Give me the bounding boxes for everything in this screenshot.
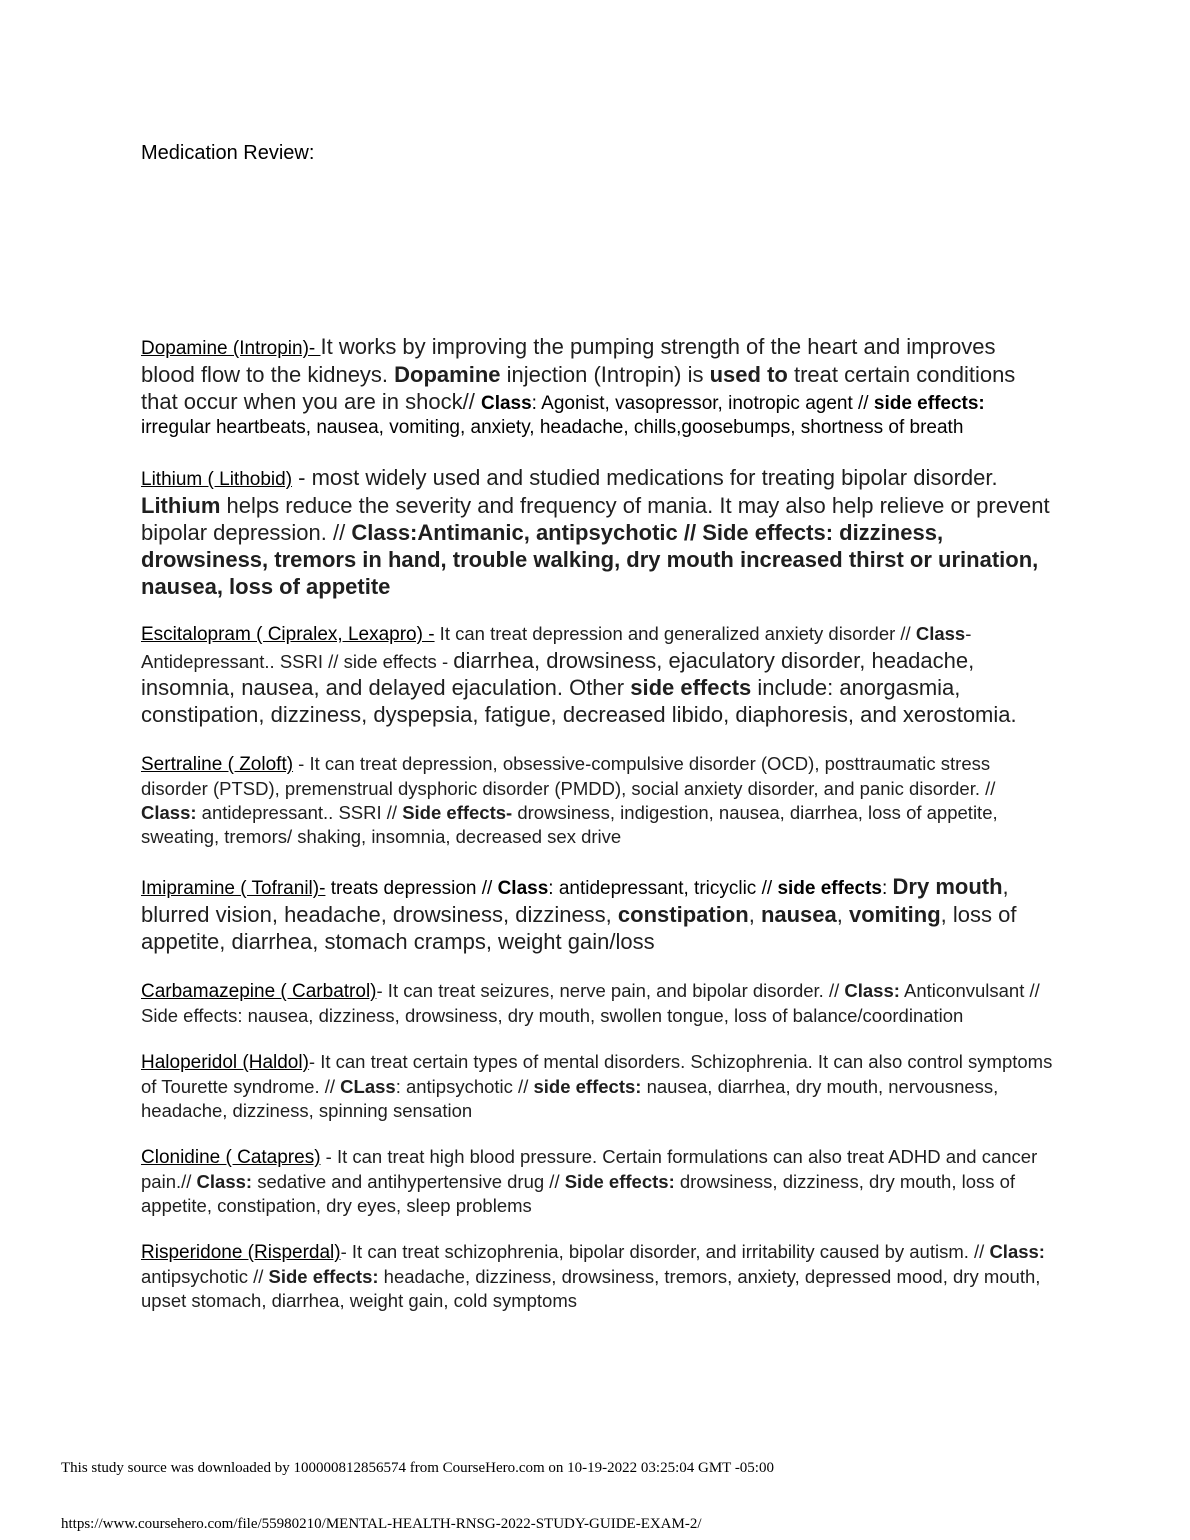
medication-entry-dopamine <box>141 333 1053 440</box>
page-title: Medication Review: <box>141 142 315 164</box>
medication-list <box>141 333 1053 1313</box>
emphasis-text: side effects <box>630 675 752 700</box>
source-url: https://www.coursehero.com/file/55980210/MENTAL-HEALTH-RNSG-2022-STUDY-GUIDE-EXAM-2/ <box>61 1516 702 1532</box>
description-text: helps reduce the severity and frequency of mania. It may also help relieve or prevent bipolar depression. // <box>141 493 1050 545</box>
description-text: - most widely used and studied medications for treating bipolar disorder. <box>292 465 998 490</box>
side-effects-value: nausea, diarrhea, dry mouth, nervousness, headache, dizziness, spinning sensation <box>141 1076 999 1121</box>
medication-name: Clonidine ( Catapres) <box>141 1147 321 1168</box>
description-text: - It can treat seizures, nerve pain, and bipolar disorder. // <box>376 980 845 1001</box>
download-notice: This study source was downloaded by 100000812856574 from CourseHero.com on 10-19-2022 03:25:04 GMT -05:00 <box>61 1460 774 1476</box>
side-effects-label: Side effects- <box>402 802 513 823</box>
description-text: treats depression // <box>325 878 498 899</box>
side-effects-label: side effects: <box>873 393 985 414</box>
class-value: antidepressant.. SSRI // <box>196 802 403 823</box>
medication-name: Dopamine (Intropin)- <box>141 338 321 359</box>
medication-name: Imipramine ( Tofranil)- <box>141 878 326 899</box>
side-effects-label: side effects <box>777 878 882 899</box>
medication-entry-haloperidol <box>141 1050 1053 1123</box>
medication-name: Carbamazepine ( Carbatrol) <box>141 981 377 1002</box>
emphasis-text: Dry mouth <box>892 874 1003 899</box>
description-text: It can treat depression and generalized anxiety disorder // <box>434 623 916 644</box>
medication-name: Risperidone (Risperdal) <box>141 1242 341 1263</box>
class-value: antipsychotic // <box>141 1266 269 1287</box>
class-label: Class: <box>141 802 197 823</box>
medication-entry-sertraline <box>141 752 1053 849</box>
side-effects-label: Side effects: <box>564 1171 675 1192</box>
class-value: sedative and antihypertensive drug // <box>252 1171 565 1192</box>
medication-entry-risperidone <box>141 1240 1053 1313</box>
side-effects-value: drowsiness, indigestion, nausea, diarrhea, loss of appetite, sweating, tremors/ shaking, insomnia, decreased sex drive <box>141 802 998 847</box>
description-text: It works by improving the pumping strength of the heart and improves blood flow to the kidneys. <box>141 334 996 387</box>
class-label: CLass <box>340 1076 396 1097</box>
side-effects-label: side effects: <box>533 1076 642 1097</box>
description-text: - It can treat depression, obsessive-compulsive disorder (OCD), posttraumatic stress disorder (PTSD), premenstrual dysphoric disorder (PMDD), social anxiety disorder, and panic disorder. // <box>141 753 996 799</box>
class-value: : Agonist, vasopressor, inotropic agent // <box>531 393 874 414</box>
class-label: Class <box>480 393 532 414</box>
class-label: Class <box>497 878 549 899</box>
emphasis-text: nausea <box>760 902 837 927</box>
side-effects-value: irregular heartbeats, nausea, vomiting, anxiety, headache, chills,goosebumps, shortness of breath <box>141 417 964 438</box>
class-label: Class <box>915 623 966 644</box>
class-value: - Antidepressant.. SSRI // side effects - <box>141 623 972 672</box>
side-effects-value: headache, dizziness, drowsiness, tremors, anxiety, depressed mood, dry mouth, upset stomach, diarrhea, weight gain, cold symptoms <box>141 1266 1041 1311</box>
class-label: Class: <box>196 1171 253 1192</box>
medication-entry-imipramine <box>141 873 1053 955</box>
description-text: - It can treat high blood pressure. Certain formulations can also treat ADHD and cancer pain.// <box>141 1146 1038 1192</box>
class-label: Class: <box>989 1241 1045 1262</box>
class-value: : antidepressant, tricyclic // <box>548 878 778 899</box>
class-and-side-effects: Class:Antimanic, antipsychotic // Side effects: dizziness, drowsiness, tremors in hand, trouble walking, dry mouth increased thirst or urination, nausea, loss of appetite <box>141 520 1039 599</box>
medication-name: Sertraline ( Zoloft) <box>141 754 294 775</box>
medication-name: Lithium ( Lithobid) <box>141 469 293 490</box>
description-text: injection (Intropin) is <box>500 362 710 387</box>
emphasis-text: Lithium <box>141 493 221 518</box>
separator-text: : <box>881 878 893 899</box>
medication-name: Escitalopram ( Cipralex, Lexapro) - <box>141 624 435 645</box>
emphasis-text: vomiting <box>849 902 941 927</box>
separator-text: , <box>836 902 849 927</box>
side-effects-value: , blurred vision, headache, drowsiness, dizziness, <box>141 874 1009 927</box>
side-effects-label: Side effects: <box>268 1266 379 1287</box>
medication-entry-clonidine <box>141 1145 1053 1218</box>
medication-name: Haloperidol (Haldol) <box>141 1052 309 1073</box>
medication-entry-carbamazepine <box>141 979 1053 1028</box>
emphasis-text: constipation <box>617 902 749 927</box>
description-text: - It can treat certain types of mental disorders. Schizophrenia. It can also control symptoms of Tourette syndrome. // <box>141 1051 1053 1097</box>
class-value: : antipsychotic // <box>395 1076 534 1097</box>
emphasis-text: Dopamine <box>394 362 501 387</box>
side-effects-value: , loss of appetite, diarrhea, stomach cramps, weight gain/loss <box>141 902 1017 954</box>
side-effects-value: include: anorgasmia, constipation, dizziness, dyspepsia, fatigue, decreased libido, diaphoresis, and xerostomia. <box>141 675 1017 727</box>
description-text: treat certain conditions that occur when you are in shock// <box>141 362 1016 414</box>
description-text: - It can treat schizophrenia, bipolar disorder, and irritability caused by autism. // <box>340 1241 990 1262</box>
separator-text: , <box>748 902 761 927</box>
medication-entry-escitalopram <box>141 622 1053 728</box>
class-label: Class: <box>844 980 900 1001</box>
side-effects-value: diarrhea, drowsiness, ejaculatory disorder, headache, insomnia, nausea, and delayed ejaculation. Other <box>141 648 975 700</box>
medication-entry-lithium <box>141 464 1053 600</box>
side-effects-value: drowsiness, dizziness, dry mouth, loss of appetite, constipation, dry eyes, sleep problems <box>141 1171 1016 1216</box>
emphasis-text: used to <box>709 362 788 387</box>
class-and-side-effects: Anticonvulsant // Side effects: nausea, dizziness, drowsiness, dry mouth, swollen tongue, loss of balance/coordination <box>141 980 1040 1026</box>
